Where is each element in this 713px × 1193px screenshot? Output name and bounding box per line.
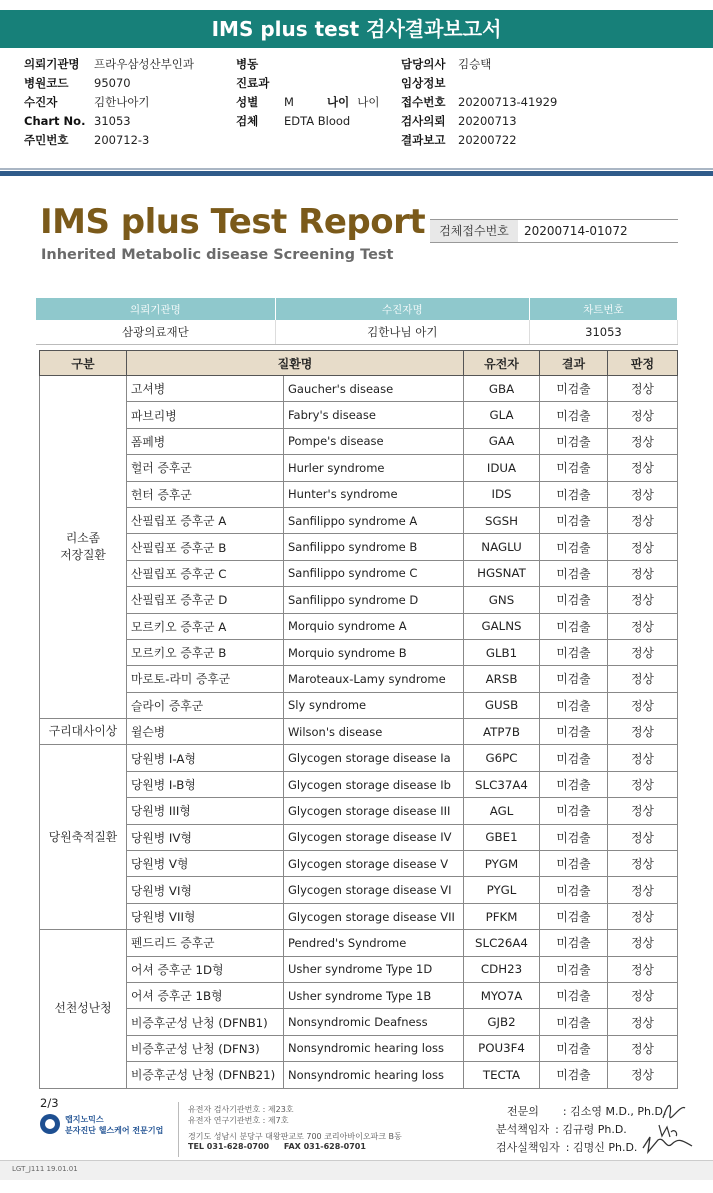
result-cell: 미검출 xyxy=(540,982,608,1008)
result-cell: 미검출 xyxy=(540,402,608,428)
judgment-cell: 정상 xyxy=(608,982,678,1008)
disease-name-en: Wilson's disease xyxy=(284,719,464,745)
col3-row xyxy=(401,93,558,111)
col3-row xyxy=(401,131,517,149)
col-result: 결과 xyxy=(540,351,608,376)
logo-icon xyxy=(40,1114,60,1134)
gene-cell: GJB2 xyxy=(464,1009,540,1035)
gene-cell: TECTA xyxy=(464,1062,540,1088)
field-label: 검사의뢰 xyxy=(401,114,446,128)
table-row xyxy=(40,956,678,982)
judgment-cell: 정상 xyxy=(608,692,678,718)
disease-name-en: Glycogen storage disease III xyxy=(284,798,464,824)
gene-cell: GBA xyxy=(464,376,540,402)
field-label: 수진자 xyxy=(24,95,58,109)
table-row xyxy=(40,745,678,771)
col1-row xyxy=(24,74,131,92)
field-label: 임상정보 xyxy=(401,76,446,90)
table-row xyxy=(40,376,678,402)
disease-name-en: Pompe's disease xyxy=(284,428,464,454)
gene-cell: ATP7B xyxy=(464,719,540,745)
disease-name-en: Hunter's syndrome xyxy=(284,481,464,507)
signatory-role: 전문의 xyxy=(507,1105,539,1118)
disease-name-ko: 당원병 I-A형 xyxy=(127,745,284,771)
disease-name-ko: 산필립포 증후군 A xyxy=(127,507,284,533)
disease-name-ko: 산필립포 증후군 B xyxy=(127,534,284,560)
disease-name-en: Glycogen storage disease VI xyxy=(284,877,464,903)
disease-name-en: Maroteaux-Lamy syndrome xyxy=(284,666,464,692)
result-cell: 미검출 xyxy=(540,455,608,481)
table-row xyxy=(40,771,678,797)
gene-cell: GAA xyxy=(464,428,540,454)
field-value: 20200713 xyxy=(458,114,517,128)
company-logo xyxy=(40,1112,170,1142)
patient-header-chart: 차트번호 xyxy=(529,298,677,320)
gene-cell: PFKM xyxy=(464,903,540,929)
disease-name-ko: 당원병 VII형 xyxy=(127,903,284,929)
disease-name-en: Hurler syndrome xyxy=(284,455,464,481)
result-cell: 미검출 xyxy=(540,666,608,692)
signature-mark-3 xyxy=(640,1134,695,1156)
result-cell: 미검출 xyxy=(540,639,608,665)
table-row xyxy=(40,1009,678,1035)
disease-name-ko: 모르키오 증후군 B xyxy=(127,639,284,665)
disease-name-ko: 모르키오 증후군 A xyxy=(127,613,284,639)
tel: TEL 031-628-0700 xyxy=(188,1142,270,1151)
judgment-cell: 정상 xyxy=(608,903,678,929)
gene-cell: GLB1 xyxy=(464,639,540,665)
gene-cell: AGL xyxy=(464,798,540,824)
field-value: 20200722 xyxy=(458,133,517,147)
judgment-cell: 정상 xyxy=(608,851,678,877)
field-value: 31053 xyxy=(94,114,131,128)
field-label: 담당의사 xyxy=(401,57,446,71)
judgment-cell: 정상 xyxy=(608,1035,678,1061)
disease-name-en: Sanfilippo syndrome C xyxy=(284,560,464,586)
field-value: 김한나아기 xyxy=(94,95,150,109)
gene-cell: GLA xyxy=(464,402,540,428)
accession-label: 검체접수번호 xyxy=(430,220,518,242)
table-row xyxy=(40,719,678,745)
result-cell: 미검출 xyxy=(540,824,608,850)
patient-header-institution: 의뢰기관명 xyxy=(36,298,275,320)
judgment-cell: 정상 xyxy=(608,877,678,903)
disease-name-en: Fabry's disease xyxy=(284,402,464,428)
disease-name-en: Pendred's Syndrome xyxy=(284,930,464,956)
field-value: 20200713-41929 xyxy=(458,95,558,109)
field-label: 진료과 xyxy=(236,76,270,90)
table-row xyxy=(40,877,678,903)
table-row xyxy=(40,560,678,586)
table-row xyxy=(40,824,678,850)
table-row xyxy=(40,666,678,692)
logo-tagline: 분자진단 헬스케어 전문기업 xyxy=(65,1126,164,1135)
disease-name-ko: 당원병 VI형 xyxy=(127,877,284,903)
table-row xyxy=(40,1035,678,1061)
results-table xyxy=(39,350,678,1089)
table-row xyxy=(40,481,678,507)
disease-name-en: Sanfilippo syndrome B xyxy=(284,534,464,560)
disease-name-ko: 산필립포 증후군 C xyxy=(127,560,284,586)
disease-name-ko: 슬라이 증후군 xyxy=(127,692,284,718)
result-cell: 미검출 xyxy=(540,956,608,982)
report-title: IMS plus Test Report xyxy=(40,202,426,242)
gene-cell: SGSH xyxy=(464,507,540,533)
disease-name-ko: 당원병 IV형 xyxy=(127,824,284,850)
table-row xyxy=(40,798,678,824)
judgment-cell: 정상 xyxy=(608,534,678,560)
gene-cell: SLC37A4 xyxy=(464,771,540,797)
disease-name-ko: 마로토-라미 증후군 xyxy=(127,666,284,692)
patient-chart: 31053 xyxy=(529,320,677,344)
col3-row xyxy=(401,55,492,73)
license-2: 유전자 연구기관번호 : 제7호 xyxy=(188,1116,289,1125)
field-label: 병동 xyxy=(236,57,259,71)
table-row xyxy=(40,534,678,560)
judgment-cell: 정상 xyxy=(608,666,678,692)
result-cell: 미검출 xyxy=(540,376,608,402)
table-row xyxy=(40,587,678,613)
phone-line xyxy=(188,1142,366,1151)
col2-row xyxy=(236,112,351,130)
gene-cell: MYO7A xyxy=(464,982,540,1008)
age-value: 나이 xyxy=(357,95,380,109)
gene-cell: PYGM xyxy=(464,851,540,877)
result-cell: 미검출 xyxy=(540,587,608,613)
disease-name-ko: 산필립포 증후군 D xyxy=(127,587,284,613)
result-cell: 미검출 xyxy=(540,613,608,639)
table-row xyxy=(40,507,678,533)
disease-name-ko: 고셔병 xyxy=(127,376,284,402)
gene-cell: IDUA xyxy=(464,455,540,481)
result-cell: 미검출 xyxy=(540,719,608,745)
col1-row xyxy=(24,55,194,73)
category-cell: 선천성난청 xyxy=(40,930,127,1088)
field-value: EDTA Blood xyxy=(284,114,351,128)
table-row xyxy=(40,1062,678,1088)
signatory-2 xyxy=(496,1121,627,1137)
gene-cell: NAGLU xyxy=(464,534,540,560)
patient-table xyxy=(36,298,678,345)
signatory-name: : 김명신 Ph.D. xyxy=(565,1141,638,1154)
judgment-cell: 정상 xyxy=(608,719,678,745)
table-row xyxy=(40,455,678,481)
table-row xyxy=(40,613,678,639)
table-row xyxy=(40,639,678,665)
col-judgment: 판정 xyxy=(608,351,678,376)
col2-row xyxy=(236,55,258,73)
disease-name-en: Gaucher's disease xyxy=(284,376,464,402)
disease-name-ko: 비증후군성 난청 (DFNB1) xyxy=(127,1009,284,1035)
result-cell: 미검출 xyxy=(540,851,608,877)
col2-row xyxy=(236,74,269,92)
form-code-bar xyxy=(0,1160,713,1180)
disease-name-en: Sanfilippo syndrome A xyxy=(284,507,464,533)
footer xyxy=(0,1090,713,1160)
field-value: M xyxy=(284,95,294,109)
result-cell: 미검출 xyxy=(540,1009,608,1035)
col-disease: 질환명 xyxy=(127,351,464,376)
disease-name-ko: 당원병 I-B형 xyxy=(127,771,284,797)
judgment-cell: 정상 xyxy=(608,930,678,956)
disease-name-en: Glycogen storage disease IV xyxy=(284,824,464,850)
signatory-1 xyxy=(507,1103,666,1119)
result-cell: 미검출 xyxy=(540,507,608,533)
table-row xyxy=(40,428,678,454)
disease-name-en: Sanfilippo syndrome D xyxy=(284,587,464,613)
category-cell: 리소좀 저장질환 xyxy=(40,376,127,719)
judgment-cell: 정상 xyxy=(608,428,678,454)
field-value: 김승택 xyxy=(458,57,492,71)
field-value: 프라우삼성산부인과 xyxy=(94,57,194,71)
col-gene: 유전자 xyxy=(464,351,540,376)
accession-value: 20200714-01072 xyxy=(524,224,628,238)
disease-name-ko: 당원병 III형 xyxy=(127,798,284,824)
result-cell: 미검출 xyxy=(540,560,608,586)
gene-cell: POU3F4 xyxy=(464,1035,540,1061)
disease-name-ko: 비증후군성 난청 (DFNB21) xyxy=(127,1062,284,1088)
table-row xyxy=(40,851,678,877)
judgment-cell: 정상 xyxy=(608,587,678,613)
col1-row xyxy=(24,131,150,149)
disease-name-ko: 헐러 증후군 xyxy=(127,455,284,481)
footer-divider xyxy=(178,1102,179,1157)
judgment-cell: 정상 xyxy=(608,481,678,507)
patient-institution: 삼광의료재단 xyxy=(36,320,275,344)
address: 경기도 성남시 분당구 대왕판교로 700 코리아바이오파크 B동 xyxy=(188,1132,402,1141)
col2-row xyxy=(236,93,294,111)
field-label: 검체 xyxy=(236,114,259,128)
disease-name-en: Nonsyndromic hearing loss xyxy=(284,1035,464,1061)
col3-row xyxy=(401,112,517,130)
judgment-cell: 정상 xyxy=(608,824,678,850)
field-value: 95070 xyxy=(94,76,131,90)
gene-cell: GBE1 xyxy=(464,824,540,850)
gene-cell: GALNS xyxy=(464,613,540,639)
judgment-cell: 정상 xyxy=(608,1009,678,1035)
field-label: Chart No. xyxy=(24,114,86,128)
disease-name-en: Glycogen storage disease V xyxy=(284,851,464,877)
signatory-3 xyxy=(496,1139,637,1155)
judgment-cell: 정상 xyxy=(608,639,678,665)
field-label: 의뢰기관명 xyxy=(24,57,80,71)
disease-name-ko: 펜드리드 증후군 xyxy=(127,930,284,956)
result-cell: 미검출 xyxy=(540,1062,608,1088)
table-row xyxy=(40,402,678,428)
gene-cell: GNS xyxy=(464,587,540,613)
disease-name-ko: 어셔 증후군 1B형 xyxy=(127,982,284,1008)
accession-box xyxy=(430,219,678,243)
field-label: 성별 xyxy=(236,95,259,109)
disease-name-en: Glycogen storage disease Ib xyxy=(284,771,464,797)
signatory-role: 검사실책임자 xyxy=(496,1141,560,1154)
field-label: 접수번호 xyxy=(401,95,446,109)
disease-name-ko: 폼페병 xyxy=(127,428,284,454)
gene-cell: GUSB xyxy=(464,692,540,718)
gene-cell: G6PC xyxy=(464,745,540,771)
judgment-cell: 정상 xyxy=(608,560,678,586)
gene-cell: ARSB xyxy=(464,666,540,692)
table-row xyxy=(40,982,678,1008)
disease-name-en: Morquio syndrome B xyxy=(284,639,464,665)
fax: FAX 031-628-0701 xyxy=(283,1142,366,1151)
signature-mark-1 xyxy=(660,1100,688,1122)
result-cell: 미검출 xyxy=(540,692,608,718)
gene-cell: SLC26A4 xyxy=(464,930,540,956)
col-category: 구분 xyxy=(40,351,127,376)
divider-accent xyxy=(0,171,713,176)
logo-name: 랩지노믹스 xyxy=(65,1115,104,1124)
result-cell: 미검출 xyxy=(540,930,608,956)
disease-name-ko: 헌터 증후군 xyxy=(127,481,284,507)
gene-cell: HGSNAT xyxy=(464,560,540,586)
license-1: 유전자 검사기관번호 : 제23호 xyxy=(188,1105,294,1114)
age-row xyxy=(327,93,379,111)
result-cell: 미검출 xyxy=(540,428,608,454)
patient-header-name: 수진자명 xyxy=(275,298,529,320)
col3-row xyxy=(401,74,445,92)
judgment-cell: 정상 xyxy=(608,455,678,481)
signatory-name: : 김소영 M.D., Ph.D. xyxy=(562,1105,667,1118)
patient-name: 김한나님 아기 xyxy=(275,320,529,344)
disease-name-en: Nonsyndromic hearing loss xyxy=(284,1062,464,1088)
field-label: 결과보고 xyxy=(401,133,446,147)
page-number: 2/3 xyxy=(40,1096,59,1110)
result-cell: 미검출 xyxy=(540,534,608,560)
judgment-cell: 정상 xyxy=(608,402,678,428)
disease-name-ko: 비증후군성 난청 (DFN3) xyxy=(127,1035,284,1061)
result-cell: 미검출 xyxy=(540,877,608,903)
report-subtitle: Inherited Metabolic disease Screening Test xyxy=(41,247,394,263)
judgment-cell: 정상 xyxy=(608,798,678,824)
disease-name-ko: 윌슨병 xyxy=(127,719,284,745)
judgment-cell: 정상 xyxy=(608,771,678,797)
disease-name-en: Glycogen storage disease Ia xyxy=(284,745,464,771)
divider xyxy=(0,168,713,170)
result-cell: 미검출 xyxy=(540,771,608,797)
field-label: 주민번호 xyxy=(24,133,69,147)
judgment-cell: 정상 xyxy=(608,1062,678,1088)
disease-name-ko: 어셔 증후군 1D형 xyxy=(127,956,284,982)
disease-name-en: Nonsyndromic Deafness xyxy=(284,1009,464,1035)
result-cell: 미검출 xyxy=(540,745,608,771)
result-cell: 미검출 xyxy=(540,798,608,824)
judgment-cell: 정상 xyxy=(608,613,678,639)
judgment-cell: 정상 xyxy=(608,376,678,402)
table-row xyxy=(40,903,678,929)
col1-row xyxy=(24,93,150,111)
result-cell: 미검출 xyxy=(540,1035,608,1061)
disease-name-en: Usher syndrome Type 1D xyxy=(284,956,464,982)
form-code: LGT_J111 19.01.01 xyxy=(12,1165,78,1173)
disease-name-ko: 당원병 V형 xyxy=(127,851,284,877)
disease-name-ko: 파브리병 xyxy=(127,402,284,428)
gene-cell: IDS xyxy=(464,481,540,507)
category-cell: 당원축적질환 xyxy=(40,745,127,930)
disease-name-en: Glycogen storage disease VII xyxy=(284,903,464,929)
result-cell: 미검출 xyxy=(540,903,608,929)
field-value: 200712-3 xyxy=(94,133,150,147)
disease-name-en: Morquio syndrome A xyxy=(284,613,464,639)
gene-cell: PYGL xyxy=(464,877,540,903)
signatory-name: : 김규령 Ph.D. xyxy=(555,1123,627,1136)
field-label: 병원코드 xyxy=(24,76,69,90)
judgment-cell: 정상 xyxy=(608,507,678,533)
result-cell: 미검출 xyxy=(540,481,608,507)
table-row xyxy=(40,692,678,718)
signatory-role: 분석책임자 xyxy=(496,1123,550,1136)
category-cell: 구리대사이상 xyxy=(40,719,127,745)
col1-row xyxy=(24,112,131,130)
table-row xyxy=(40,930,678,956)
judgment-cell: 정상 xyxy=(608,745,678,771)
gene-cell: CDH23 xyxy=(464,956,540,982)
judgment-cell: 정상 xyxy=(608,956,678,982)
disease-name-en: Sly syndrome xyxy=(284,692,464,718)
age-label: 나이 xyxy=(327,95,350,109)
disease-name-en: Usher syndrome Type 1B xyxy=(284,982,464,1008)
report-banner: IMS plus test 검사결과보고서 xyxy=(0,10,713,48)
